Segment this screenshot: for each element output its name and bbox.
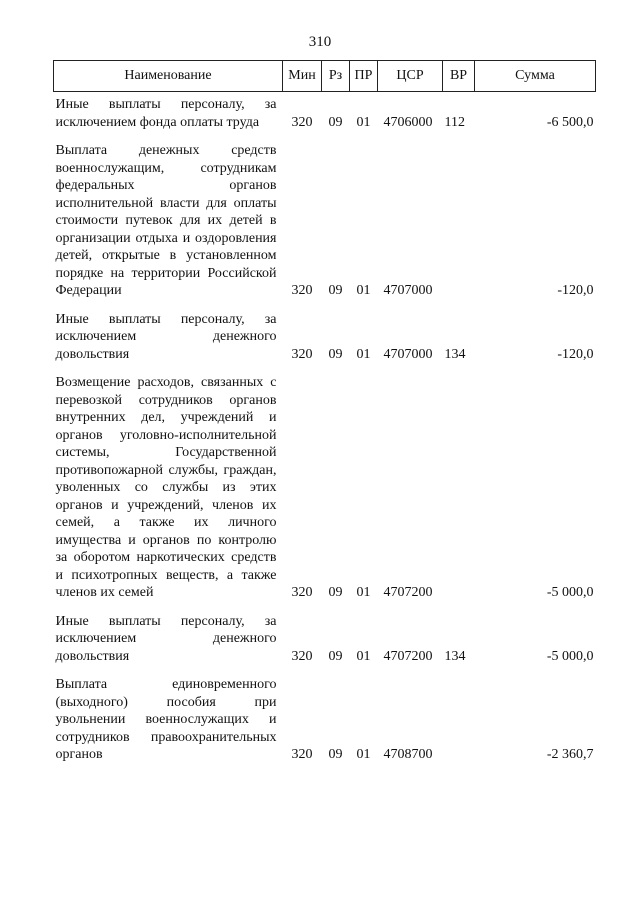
item-name: Иные выплаты персоналу, за исключением фонда оплаты труда [55, 97, 277, 130]
item-name: Возмещение расходов, связанных с перевозкой сотрудников органов внутренних дел, учреждений и органов уголовно-исполнительной системы, Государственной противопожарной службы, граждан, уволенных со службы из этих органов и учреждений, членов их семей, а также их личного имущества и органов по контролю за оборотом наркотических средств и психотропных веществ, а также членов их семей [55, 375, 277, 600]
item-pr: 01 [356, 747, 371, 762]
item-min: 320 [291, 648, 313, 664]
item-csr: 4707000 [383, 283, 433, 298]
column-header-vr: ВР [443, 61, 475, 92]
item-name: Выплата единовременного (выходного) пособия при увольнении военнослужащих и сотрудников правоохранительных органов [55, 677, 277, 762]
item-pr: 01 [356, 648, 371, 664]
item-rz: 09 [328, 346, 343, 362]
item-csr: 4707000 [383, 346, 433, 362]
column-header-rz: Рз [322, 61, 350, 92]
item-csr: 4708700 [383, 747, 433, 762]
table-row [54, 138, 596, 307]
item-pr: 01 [356, 346, 371, 362]
item-csr: 4707200 [383, 585, 433, 600]
column-header-min: Мин [283, 61, 322, 92]
item-rz: 09 [328, 585, 343, 600]
item-sum: -120,0 [557, 283, 594, 298]
item-vr [443, 370, 475, 609]
item-csr: 4707200 [383, 648, 433, 664]
column-header-csr: ЦСР [378, 61, 443, 92]
table-row [54, 370, 596, 609]
item-name: Иные выплаты персоналу, за исключением денежного довольствия [55, 613, 277, 664]
item-name: Выплата денежных средств военнослужащим, сотрудникам федеральных органов исполнительной власти для оплаты стоимости путевок для их детей в организации отдыха и оздоровления детей, открытые в установленном порядке на территории Российской Федерации [55, 143, 277, 298]
table-row [54, 92, 596, 139]
table-row [54, 672, 596, 771]
item-sum: -5 000,0 [546, 648, 594, 664]
column-header-pr: ПР [350, 61, 378, 92]
item-min: 320 [291, 346, 313, 362]
item-rz: 09 [328, 747, 343, 762]
item-min: 320 [291, 114, 313, 130]
item-pr: 01 [356, 114, 371, 130]
column-header-sum: Сумма [475, 61, 596, 92]
item-name: Иные выплаты персоналу, за исключением денежного довольствия [55, 311, 277, 362]
item-min: 320 [291, 283, 313, 298]
item-vr: 134 [444, 346, 466, 362]
item-min: 320 [291, 585, 313, 600]
budget-table [53, 60, 596, 771]
item-csr: 4706000 [383, 114, 433, 130]
item-sum: -2 360,7 [546, 747, 594, 762]
table-row [54, 609, 596, 673]
item-sum: -120,0 [557, 346, 594, 362]
table-header-row [54, 61, 596, 92]
table-row [54, 307, 596, 371]
item-vr: 134 [444, 648, 466, 664]
item-rz: 09 [328, 648, 343, 664]
item-pr: 01 [356, 283, 371, 298]
item-rz: 09 [328, 283, 343, 298]
item-vr [443, 138, 475, 307]
item-min: 320 [291, 747, 313, 762]
item-sum: -6 500,0 [546, 114, 594, 130]
item-pr: 01 [356, 585, 371, 600]
item-vr: 112 [444, 114, 465, 130]
column-header-name: Наименование [54, 61, 283, 92]
item-sum: -5 000,0 [546, 585, 594, 600]
item-vr [443, 672, 475, 771]
page-number: 310 [308, 34, 332, 50]
item-rz: 09 [328, 114, 343, 130]
